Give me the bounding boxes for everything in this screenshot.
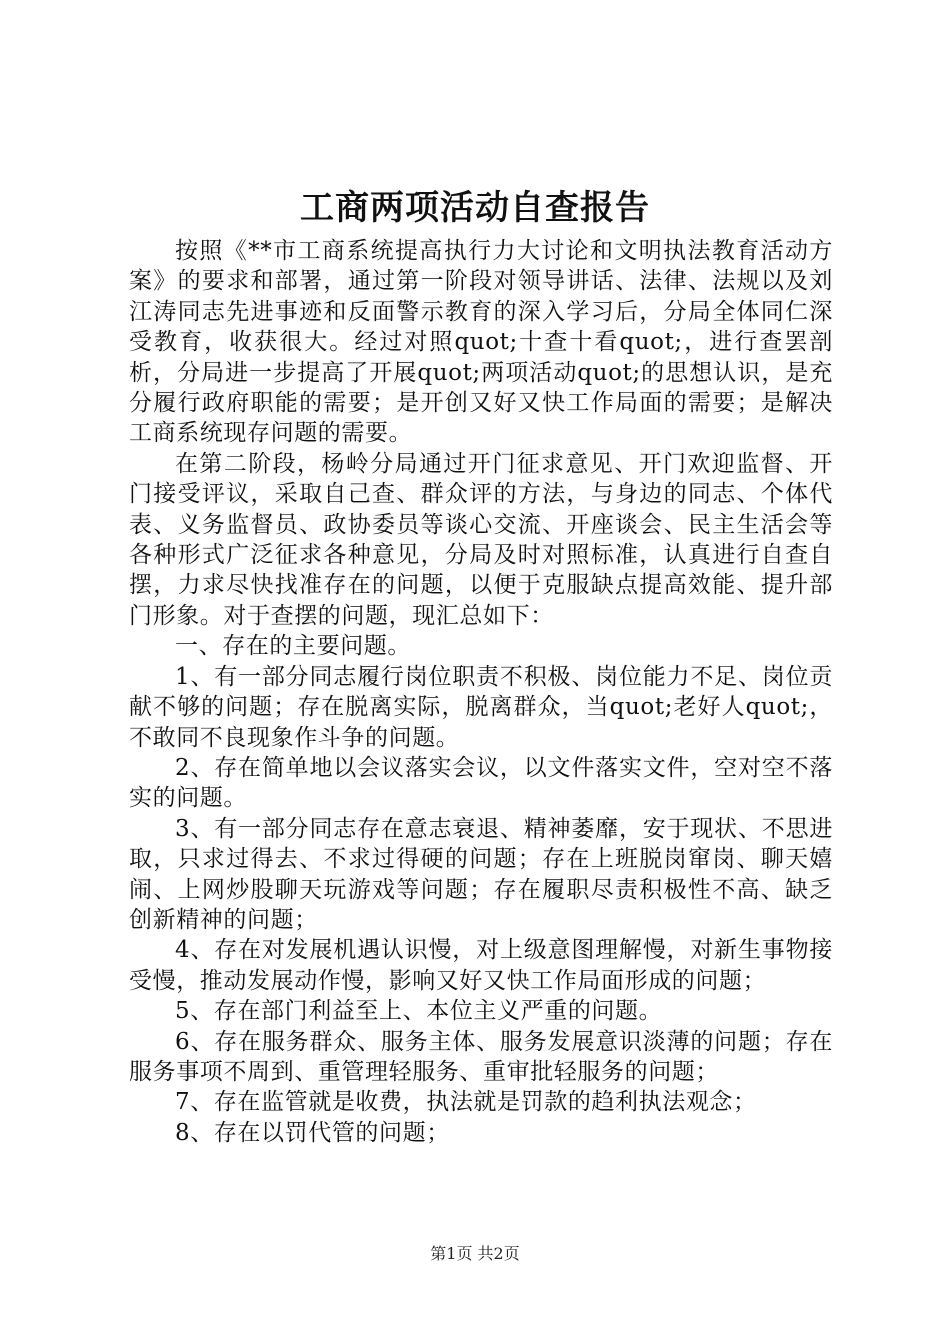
section-heading-main-problems: 一、存在的主要问题。 bbox=[175, 633, 411, 660]
list-item-problem-3: 3、有一部分同志存在意志衰退、精神萎靡，安于现状、不思进取，只求过得去、不求过得硬的问题；存在上班脱岗窜岗、聊天嬉闹、上网炒股聊天玩游戏等问题；存在履职尽责积极性不高、缺乏创新精神的问题； bbox=[129, 815, 833, 933]
paragraph-intro: 按照《**市工商系统提高执行力大讨论和文明执法教育活动方案》的要求和部署，通过第一阶段对领导讲话、法律、法规以及刘江涛同志先进事迹和反面警示教育的深入学习后，分局全体同仁深受教育，收获很大。经过对照quot;十查十看quot;，进行查罢剖析，分局进一步提高了开展quot;两项活动quot;的思想认识，是充分履行政府职能的需要；是开创又好又快工作局面的需要；是解决工商系统现存问题的需要。 bbox=[129, 238, 833, 447]
list-item-problem-4: 4、存在对发展机遇认识慢，对上级意图理解慢，对新生事物接受慢，推动发展动作慢，影响又好又快工作局面形成的问题； bbox=[129, 937, 833, 994]
document-body bbox=[129, 236, 833, 1148]
list-item-problem-1: 1、有一部分同志履行岗位职责不积极、岗位能力不足、岗位贡献不够的问题；存在脱离实际，脱离群众，当quot;老好人quot;，不敢同不良现象作斗争的问题。 bbox=[129, 663, 833, 751]
list-item-problem-2: 2、存在简单地以会议落实会议，以文件落实文件，空对空不落实的问题。 bbox=[129, 754, 833, 812]
list-item-problem-6: 6、存在服务群众、服务主体、服务发展意识淡薄的问题；存在服务事项不周到、重管理轻服务、重审批轻服务的问题； bbox=[129, 1028, 833, 1085]
document-title: 工商两项活动自查报告 bbox=[300, 188, 650, 228]
paragraph-second-stage: 在第二阶段，杨岭分局通过开门征求意见、开门欢迎监督、开门接受评议，采取自己查、群众评的方法，与身边的同志、个体代表、义务监督员、政协委员等谈心交流、开座谈会、民主生活会等各种形式广泛征求各种意见，分局及时对照标准，认真进行自查自摆，力求尽快找准存在的问题，以便于克服缺点提高效能、提升部门形象。对于查摆的问题，现汇总如下： bbox=[129, 450, 833, 629]
list-item-problem-8: 8、存在以罚代管的问题； bbox=[175, 1119, 450, 1146]
list-item-problem-7: 7、存在监管就是收费，执法就是罚款的趋利执法观念； bbox=[175, 1089, 757, 1116]
list-item-problem-5: 5、存在部门利益至上、本位主义严重的问题。 bbox=[175, 998, 663, 1025]
page-number-footer: 第1页 共2页 bbox=[430, 1244, 520, 1263]
